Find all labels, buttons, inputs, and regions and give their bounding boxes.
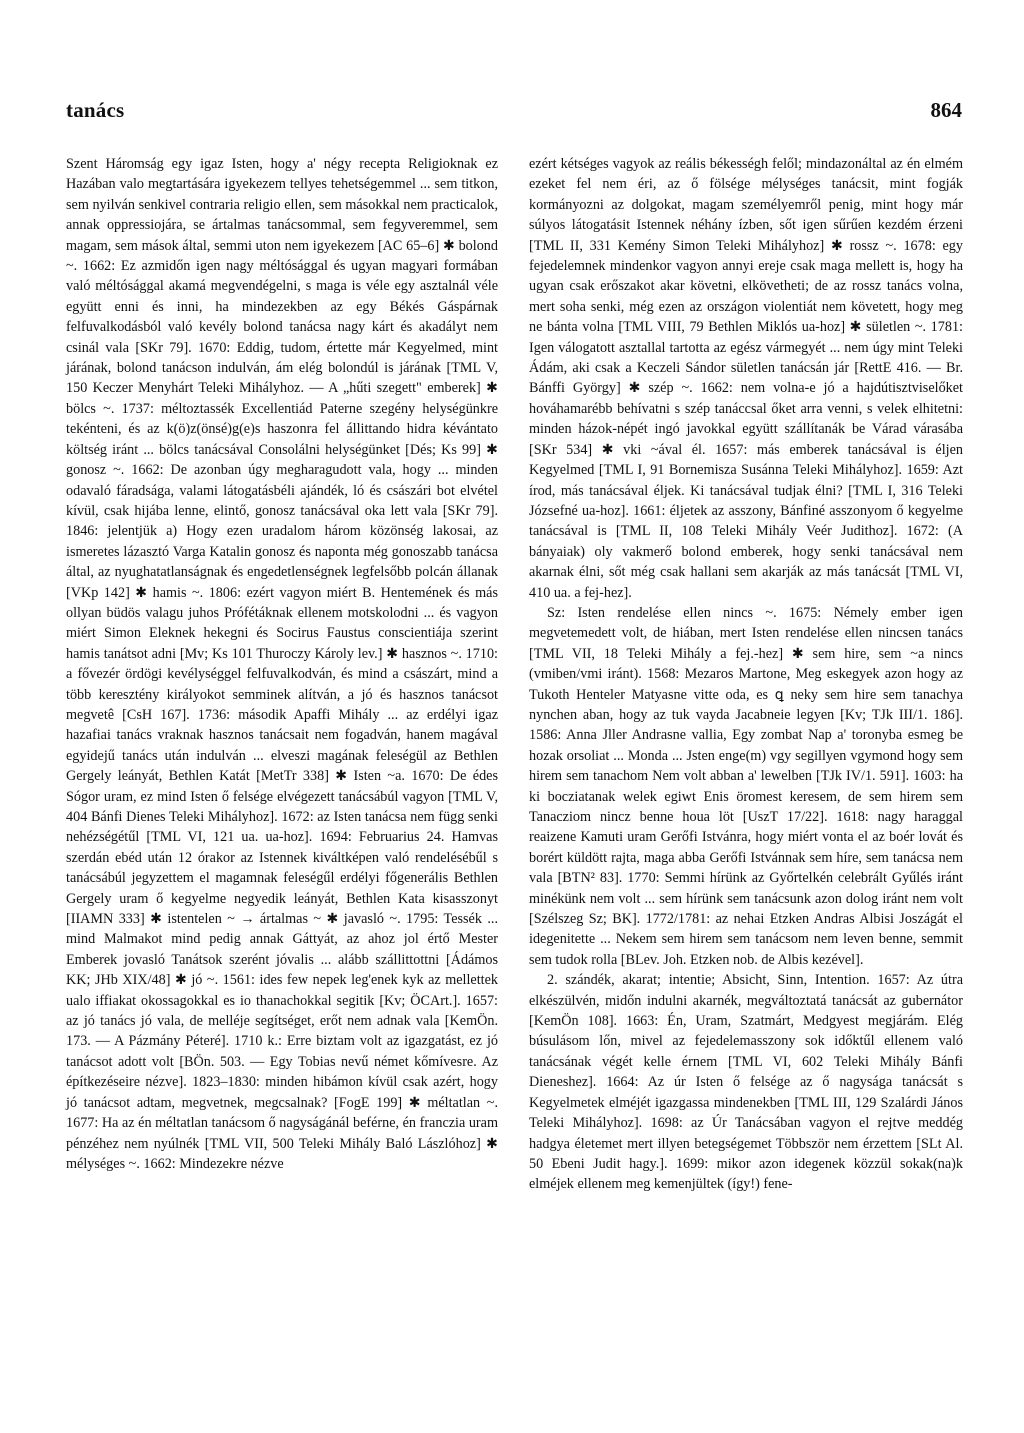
right-column-paragraph-2: Sz: Isten rendelése ellen nincs ~. 1675: Némely ember igen megvetemedett volt, de hiában, mert Isten rendelése ellen nincsen tanács [TML VII, 18 Teleki Mihály a fej.-hez] ✱ sem hire, sem ~a nincs (vmiben/vmi iránt). 1568: Mezaros Martone, Meg eskegyek azon hogy az Tukoth Henteler Matyasne vitte oda, es ꝗ neky sem hire sem tanachya nynchen aban, hogy az tuk vayda Jacabneie legyen [Kv; TJk III/1. 186]. 1586: Anna Jller Andrasne vallia, Egy zombat Nap a' toronyba esmeg be hozak orsoliat ... Monda ... Jsten enge(m) vgy segillyen vgymond hogy sem hirem sem tanachom Nem volt abban a' lewelben [TJk IV/1. 591]. 1603: ha ki bocziatanak welek egiwt Enis öromest keresem, de sem hirem sem Tanacziom nincz benne houa löt [UszT 17/22]. 1618: nagy haraggal reaizene Kamuti uram Gerőfi Istvánra, hogy miért vonta el az boér lovát és borért küldött rajta, maga abba Gerőfi Istvánnak sem híre, sem tanácsa nem vala [BTN² 83]. 1770: Semmi hírünk az Győrtelkén celebrált Gyűlés iránt minékünk nem volt ... sem hírünk sem tanácsunk azon dolog iránt nem volt [Szélszeg Sz; BK]. 1772/1781: az nehai Etzken Andras Albisi Joszágát el idegenitette ... Nekem sem hirem sem tanácsom nem leven benne, semmit sem tudok rolla [BLev. Joh. Etzken nob. de Albis kezével]. (529, 604, 963, 968)
running-headword: tanács (66, 98, 125, 122)
left-column-paragraph: Szent Háromság egy igaz Isten, hogy a' négy recepta Religioknak ez Hazában valo megtartására igyekezem tellyes tehetségemmel ... sem titkon, sem nyilván senkivel contraria religio ellen, sem másokkal nem practicalok, annak oppressiojára, se ártalmas tanácsommal, sem fegyveremmel, sem magam, sem mások által, semmi uton nem igyekezem [AC 65–6] ✱ bolond ~. 1662: Ez azmidőn igen nagy méltósággal és ugyan magyari formában való méltósággal akamá megvendégelni, s maga is véle egy asztalnál véle együtt enni és inni, ha mindezekben az egy Békés Gáspárnak felfuvalkodásból való kevély bolond tanácsa nagy kárt és akadályt nem csinál vala [SKr 79]. 1670: Eddig, tudom, értette már Kegyelmed, mint járának, bolond tanácson indulván, ám elég bolondúl is járának [TML V, 150 Keczer Menyhárt Teleki Mihályhoz. — A „hűti szegett" emberek] ✱ bölcs ~. 1737: méltoztassék Excellentiád Paterne szegény helységünkre tekénteni, és az k(ö)z(önsé)g(e)s haszonra fel állittando hidra kévántato költség iránt ... bölcs tanácsával Consolálni helységünket [Dés; Ks 99] ✱ gonosz ~. 1662: De azonban úgy megharagudott vala, hogy ... minden odavaló fáradsága, valami látogatásbéli ajándék, ló és császári bot elvétel kívül, csak hijába lenne, elintő, gonosz tanácsával oka lett vala [SKr 79]. 1846: jelentjük a) Hogy ezen uradalom három közönség lakosai, az ismeretes lázasztó Varga Katalin gonosz és naponta még gonoszabb tanácsa által, az nyughatatlanságnak és engedetlenségnek legfelsőbb polcán állanak [VKp 142] ✱ hamis ~. 1806: ezért vagyon miért B. Hentemének és más ollyan büdös valagu juhos Prófétáknak ellenem motskolodni ... és vagyon miért Simon Eleknek hekegni és Socirus Faustus conscientiája szerint hamis tanátsot adni [Mv; Ks 101 Thuroczy Károly lev.] ✱ hasznos ~. 1710: a fővezér ördögi kevélységgel felfuvalkodván, és mind a császárt, mind a több keresztény királyokot semminek alítván, a jó és hasznos tanácsot megvetê [CsH 167]. 1736: második Apaffi Mihály ... az erdélyi igaz hazafiai tanács vraknak hasznos tanácsait nem fogadván, hanem magával egyidejű tanács után indulván ... elveszi magának feleségül az Bethlen Gergely leányát, Bethlen Katát [MetTr 338] ✱ Isten ~a. 1670: De édes Sógor uram, ez mind Isten ő felsége elvégezett tanácsábúl vagyon [TML V, 404 Bánfi Dienes Teleki Mihályhoz]. 1672: az Isten tanácsa nem függ senki nehézségétűl [TML VI, 121 ua. ua-hoz]. 1694: Februarius 24. Hamvas szerdán ebéd után 12 órakor az Istennek kiváltképen való rendelésébűl s tanácsábúl jegyzettem el magamnak feleségűl erdélyi főgenerális Bethlen Gergely uram ő kegyelme negyedik leányát, Bethlen Kata kisasszonyt [IIAMN 333] ✱ istentelen ~ → ártalmas ~ ✱ javasló ~. 1795: Tessék ... mind Malmakot mind pedig annak Gáttyát, az ahoz jol értő Mester Emberek jovasló Tanátsok szerént jóvalis ... alább szállittottni [Ádámos KK; JHb XIX/48] ✱ jó ~. 1561: ides few nepek leg'enek kyk az mellettek ualo iffiakat okossagokkal es io thanachokkal segitik [Kv; ÖCArt.]. 1657: az jó tanács jó vala, de melléje segítséget, erőt nem adnak vala [KemÖn. 173. — A Pázmány Péteré]. 1710 k.: Erre biztam volt az igazgatást, ez jó tanácsot adott volt [BÖn. 503. — Egy Tobias nevű német kőmívesre. Az építkezéseire nézve]. 1823–1830: minden hibámon kívül csak azért, hogy jó tanácsot adtam, megvetnek, megcsalnak? [FogE 199] ✱ méltatlan ~. 1677: Ha az én méltatlan tanácsom ő nagyságánál beférne, én franczia uram pénzéhez nem nyúlnék [TML VII, 500 Teleki Mihály Baló Lászlóhoz] ✱ mélységes ~. 1662: Mindezekre nézve (66, 156, 498, 1172)
page-number: 864 (930, 98, 962, 122)
page-header (66, 98, 962, 128)
right-column-paragraph-1: ezért kétséges vagyok az reális békességh felől; mindazonáltal az én elmém ezeket fel nem éri, az ő fölsége mélységes tanácsit, mint fogják kormányozni az dolgokat, magam személyemről penig, mint hogy már súlyos látogatásit Istennek néhány ízben, sőt igen sűrűen kezdém érzeni [TML II, 331 Kemény Simon Teleki Mihályhoz] ✱ rossz ~. 1678: egy fejedelemnek mindenkor vagyon annyi ereje csak maga mellett is, hogy ha ugyan csak erőszakot akar követni, elkövetheti; de az rossz tanács volna, mert soha senki, még ezen az országon violentiát nem követett, hogy meg ne bánta volna [TML VIII, 79 Bethlen Miklós ua-hoz] ✱ sületlen ~. 1781: Igen válogatott asztallal tartotta az egész vármegyét ... nem úgy mint Teleki Ádám, aki csak a Keczeli Sándor sületlen tanácsán jár [RettE 416. — Br. Bánffi György] ✱ szép ~. 1662: nem volna-e jó a hajdútisztviselőket hováhamarébb behívatni s szép tanáccsal őket arra venni, s velek elhitetni: minden házok-népét ingó javokkal együtt szállítanák be Várad várasába [SKr 534] ✱ vki ~ával él. 1657: más emberek tanácsával is éljen Kegyelmed [TML I, 91 Bornemisza Susánna Teleki Mihályhoz]. 1659: Azt írod, más tanácsával éljek. Ki tanácsával tudjak élni? [TML I, 316 Teleki Józsefné ua-hoz]. 1661: éljetek az asszony, Bánfiné asszonyom ő kegyelme tanácsával is [TML II, 108 Teleki Mihály Veér Judithoz]. 1672: (A bányaiak) oly vakmerő bolond emberek, hogy senki tanácsával nem akarnak élni, sőt még csak hallani sem akarják az más tanácsát [TML VI, 410 ua. a fej-hez]. (529, 156, 963, 601)
left-column (66, 154, 498, 1174)
right-column (529, 154, 963, 1195)
right-column-paragraph-3: 2. szándék, akarat; intentie; Absicht, Sinn, Intention. 1657: Az útra elkészülvén, midőn indulni akarnék, megváltoztatá tanácsát az gubernátor [KemÖn 108]. 1663: Én, Uram, Szatmárt, Medgyest megjárám. Elég búsulásom lőn, mivel az fejedelemasszony sok időktűl ellenem való tanácsának végét kelle érnem [TML VI, 602 Teleki Mihály Bánfi Dieneshez]. 1664: Az úr Isten ő felsége az ő nagysága tanácsát s Kegyelmetek elméjét igazgassa mindenekben [TML III, 129 Szalárdi János Teleki Mihályhoz]. 1698: az Úr Tanácsában vagyon el rejtve meddég hadgya életemet mert illyen betegségemet Többször nem érzettem [SLt Al. 50 Ebeni Judit hagy.]. 1699: mikor azon idegenek közzül sokak(na)k elméjek ellenem meg kemenjültek (így!) fene- (529, 972, 963, 1193)
